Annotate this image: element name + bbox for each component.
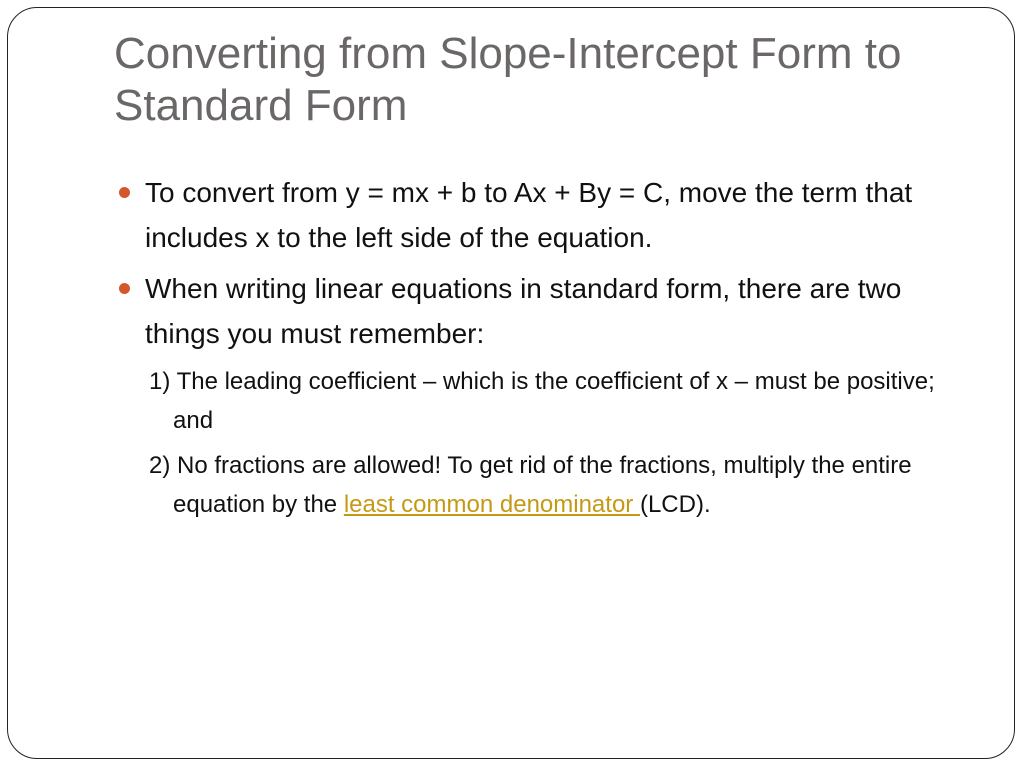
bullet-text: To convert from y = mx + b to Ax + By = C, move the term that includes x to the left side of the equation.: [145, 177, 913, 253]
subitem-text-before: 2) No fractions are allowed! To get rid of the fractions, multiply the entire equation by the: [149, 452, 912, 518]
subitem-no-fractions: [113, 446, 973, 524]
bullet-item: [113, 266, 973, 356]
bullet-text: When writing linear equations in standard form, there are two things you must remember:: [145, 273, 902, 349]
bullet-dot-icon: [119, 187, 130, 198]
bullet-item: [113, 170, 973, 260]
slide-title: Converting from Slope-Intercept Form to Standard Form: [114, 29, 902, 130]
subitem-text-after: (LCD).: [639, 491, 711, 518]
lcd-link[interactable]: least common denominator: [343, 491, 640, 518]
slide-content: [113, 170, 973, 528]
bullet-dot-icon: [119, 283, 130, 294]
subitem-text: 1) The leading coefficient – which is the coefficient of x – must be positive; and: [149, 368, 935, 434]
subitem-leading-coefficient: [113, 362, 973, 440]
